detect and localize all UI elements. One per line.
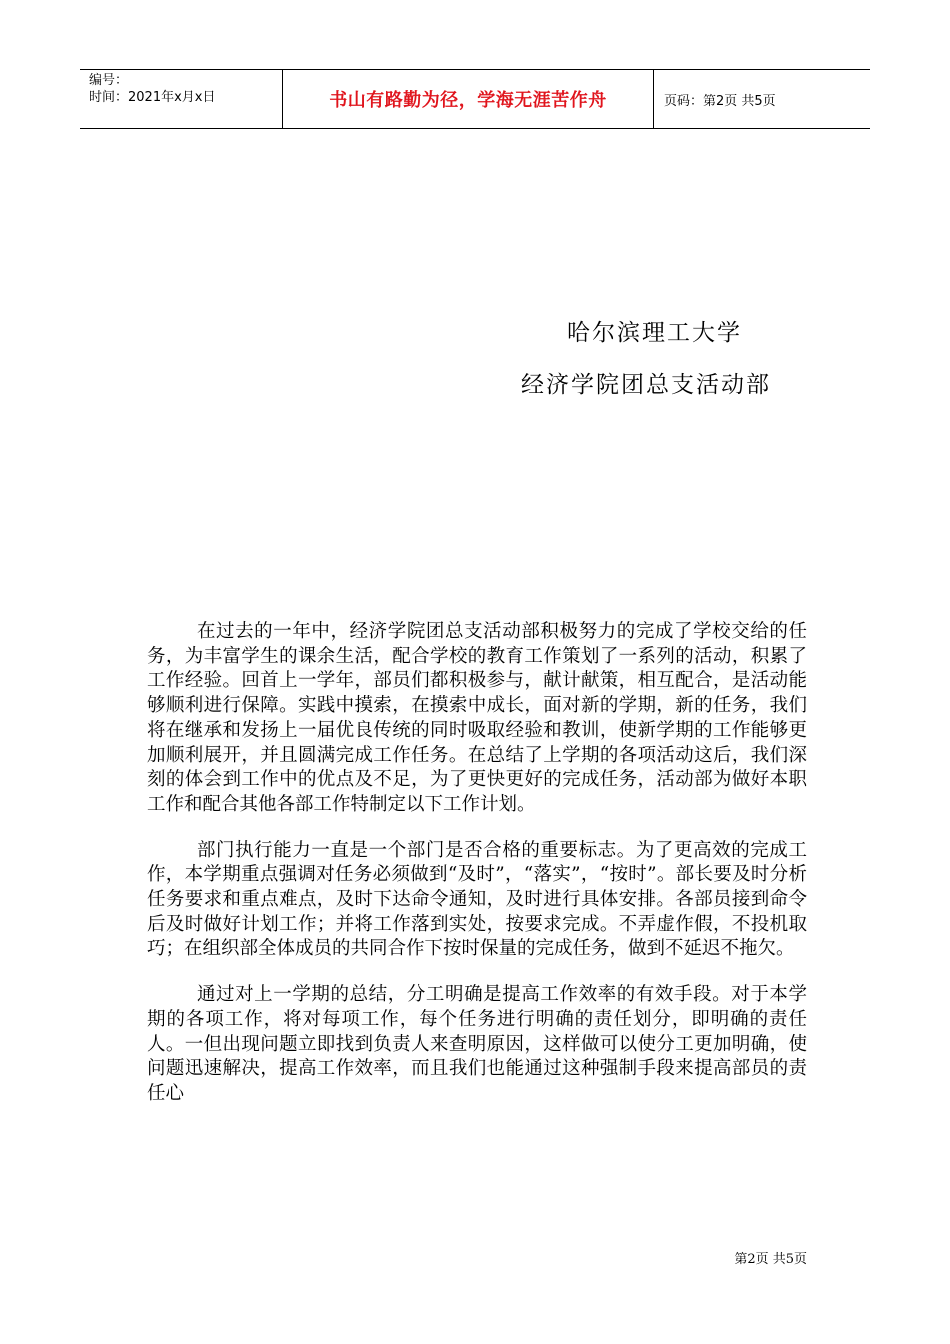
body-paragraph: 部门执行能力一直是一个部门是否合格的重要标志。为了更高效的完成工作，本学期重点强调对任务必须做到“及时”，“落实”，“按时”。部长要及时分析任务要求和重点难点，及时下达命令通知，及时进行具体安排。各部员接到命令后及时做好计划工作；并将工作落到实处，按要求完成。不弄虚作假，不投机取巧；在组织部全体成员的共同合作下按时保量的完成任务，做到不延迟不拖欠。 — [147, 839, 807, 960]
header-meta — [80, 70, 282, 128]
document-body — [147, 620, 807, 1128]
page-footer-number: 第2页 共5页 — [734, 1252, 807, 1267]
body-paragraph: 在过去的一年中，经济学院团总支活动部积极努力的完成了学校交给的任务，为丰富学生的课余生活，配合学校的教育工作策划了一系列的活动，积累了工作经验。回首上一学年，部员们都积极参与，献计献策，相互配合，是活动能够顺利进行保障。实践中摸索，在摸索中成长，面对新的学期，新的任务，我们将在继承和发扬上一届优良传统的同时吸取经验和教训，使新学期的工作能够更加顺利展开，并且圆满完成工作任务。在总结了上学期的各项活动这后，我们深刻的体会到工作中的优点及不足，为了更快更好的完成任务，活动部为做好本职工作和配合其他各部工作特制定以下工作计划。 — [147, 621, 807, 815]
header-page-label: 页码：第2页 共5页 — [664, 93, 776, 109]
document-time-label: 时间：2021年x月x日 — [89, 90, 216, 105]
body-paragraph: 通过对上一学期的总结，分工明确是提高工作效率的有效手段。对于本学期的各项工作，将对每项工作，每个任务进行明确的责任划分，即明确的责任人。一但出现问题立即找到负责人来查明原因，这样做可以使分工更加明确，使问题迅速解决，提高工作效率，而且我们也能通过这种强制手段来提高部员的责任心 — [147, 984, 807, 1104]
page-header — [80, 69, 870, 129]
organization-university: 哈尔滨理工大学 — [567, 320, 742, 346]
document-number-label: 编号： — [89, 73, 129, 88]
header-page-cell — [654, 70, 870, 128]
organization-department: 经济学院团总支活动部 — [521, 372, 771, 398]
header-motto: 书山有路勤为径，学海无涯苦作舟 — [329, 90, 607, 111]
header-motto-cell — [282, 70, 654, 128]
